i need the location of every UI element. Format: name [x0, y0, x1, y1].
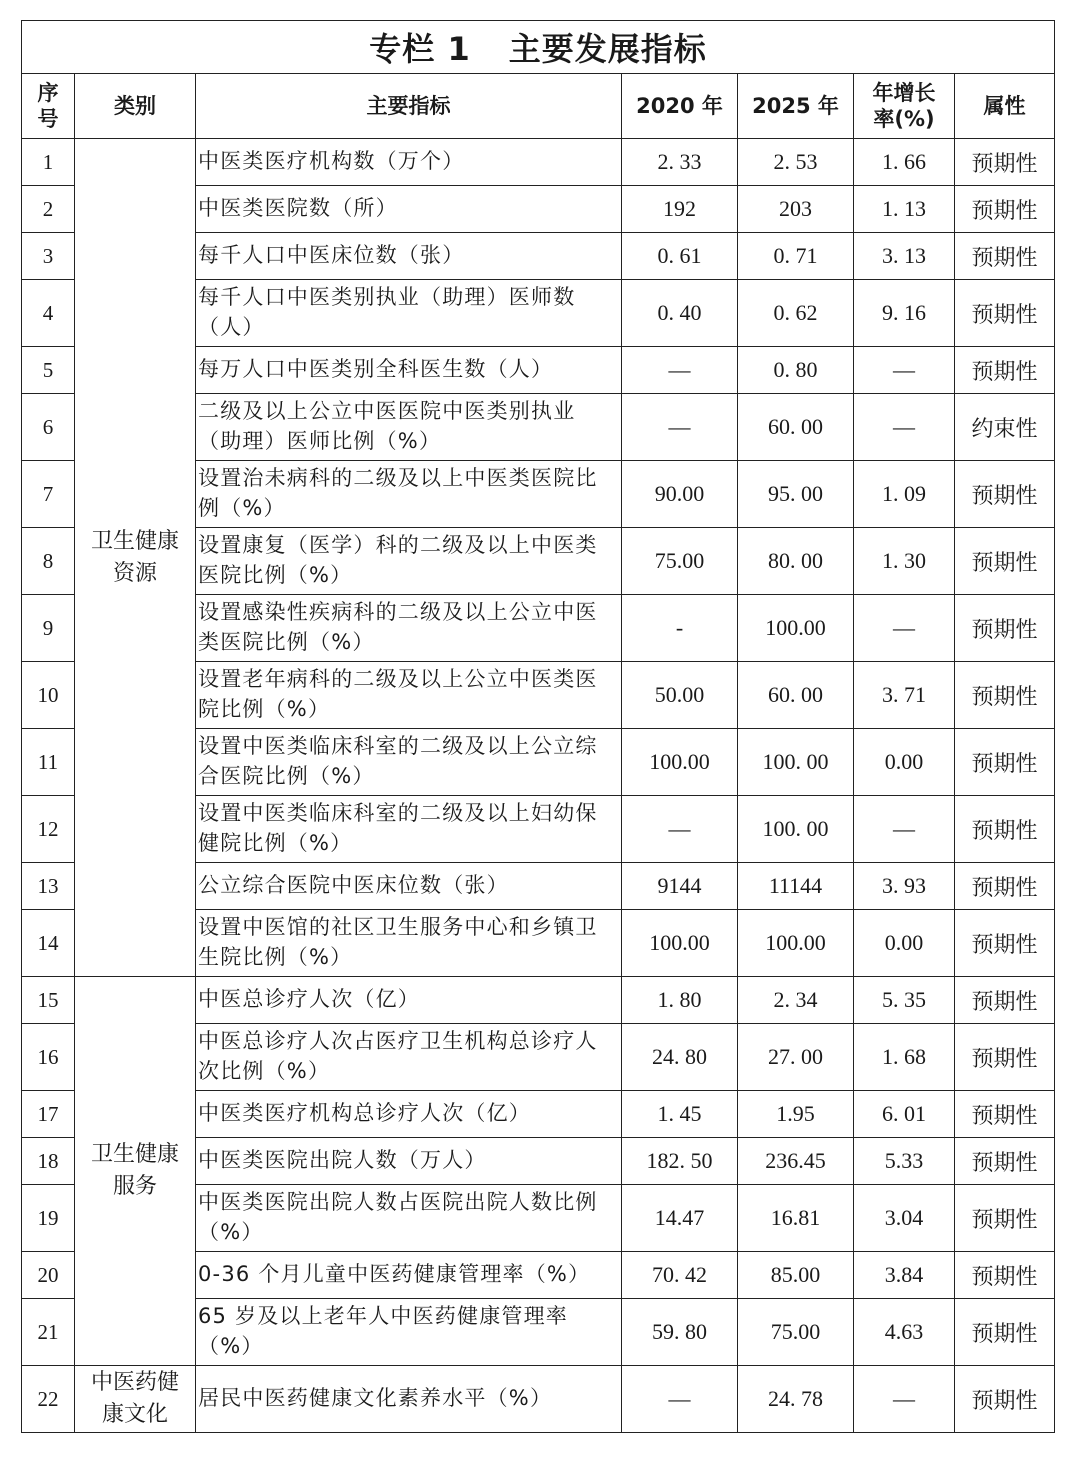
row-indicator: 居民中医药健康文化素养水平（%） — [196, 1366, 622, 1433]
row-no: 17 — [22, 1091, 75, 1138]
row-2020: 50.00 — [622, 662, 738, 729]
row-indicator: 设置老年病科的二级及以上公立中医类医院比例（%） — [196, 662, 622, 729]
row-no: 8 — [22, 528, 75, 595]
row-growth: 1. 66 — [854, 139, 955, 186]
row-attribute: 预期性 — [955, 1091, 1055, 1138]
header-no: 序号 — [22, 74, 75, 139]
row-no: 1 — [22, 139, 75, 186]
row-growth: — — [854, 394, 955, 461]
category-culture: 中医药健康文化 — [75, 1366, 196, 1433]
row-growth: 3.84 — [854, 1252, 955, 1299]
row-2020: 90.00 — [622, 461, 738, 528]
row-attribute: 预期性 — [955, 186, 1055, 233]
header-category: 类别 — [75, 74, 196, 139]
row-growth: 3. 71 — [854, 662, 955, 729]
row-2020: 0. 61 — [622, 233, 738, 280]
row-2020: 75.00 — [622, 528, 738, 595]
row-2020: 192 — [622, 186, 738, 233]
row-2020: 100.00 — [622, 910, 738, 977]
row-no: 4 — [22, 280, 75, 347]
header-growth: 年增长率(%) — [854, 74, 955, 139]
row-indicator: 设置中医类临床科室的二级及以上公立综合医院比例（%） — [196, 729, 622, 796]
table-title — [22, 21, 1055, 74]
row-growth: 9. 16 — [854, 280, 955, 347]
row-attribute: 预期性 — [955, 347, 1055, 394]
row-2025: 2. 53 — [738, 139, 854, 186]
row-indicator: 设置治未病科的二级及以上中医类医院比例（%） — [196, 461, 622, 528]
row-2025: 85.00 — [738, 1252, 854, 1299]
indicator-table-panel — [21, 20, 1054, 1433]
row-indicator: 中医类医疗机构数（万个） — [196, 139, 622, 186]
header-2025: 2025 年 — [738, 74, 854, 139]
table-row — [22, 977, 1055, 1024]
row-growth: 6. 01 — [854, 1091, 955, 1138]
row-2025: 0. 80 — [738, 347, 854, 394]
row-indicator: 二级及以上公立中医医院中医类别执业（助理）医师比例（%） — [196, 394, 622, 461]
row-2025: 100. 00 — [738, 729, 854, 796]
row-indicator: 中医总诊疗人次（亿） — [196, 977, 622, 1024]
row-2025: 236.45 — [738, 1138, 854, 1185]
header-attribute: 属性 — [955, 74, 1055, 139]
row-attribute: 预期性 — [955, 910, 1055, 977]
row-2025: 27. 00 — [738, 1024, 854, 1091]
row-2020: 59. 80 — [622, 1299, 738, 1366]
row-growth: — — [854, 595, 955, 662]
header-2020: 2020 年 — [622, 74, 738, 139]
row-growth: 1. 13 — [854, 186, 955, 233]
title-main: 主要发展指标 — [508, 30, 707, 68]
row-no: 10 — [22, 662, 75, 729]
row-2025: 80. 00 — [738, 528, 854, 595]
row-2020: — — [622, 1366, 738, 1433]
row-attribute: 预期性 — [955, 139, 1055, 186]
row-no: 13 — [22, 863, 75, 910]
row-growth: 1. 30 — [854, 528, 955, 595]
row-2025: 11144 — [738, 863, 854, 910]
row-indicator: 设置康复（医学）科的二级及以上中医类医院比例（%） — [196, 528, 622, 595]
row-2025: 100. 00 — [738, 796, 854, 863]
row-2025: 16.81 — [738, 1185, 854, 1252]
row-2020: 0. 40 — [622, 280, 738, 347]
row-2020: 2. 33 — [622, 139, 738, 186]
header-indicator: 主要指标 — [196, 74, 622, 139]
row-no: 2 — [22, 186, 75, 233]
row-no: 18 — [22, 1138, 75, 1185]
row-growth: 5.33 — [854, 1138, 955, 1185]
row-2020: 14.47 — [622, 1185, 738, 1252]
row-indicator: 每千人口中医床位数（张） — [196, 233, 622, 280]
row-growth: 1. 09 — [854, 461, 955, 528]
row-growth: 1. 68 — [854, 1024, 955, 1091]
row-2020: 100.00 — [622, 729, 738, 796]
row-2025: 2. 34 — [738, 977, 854, 1024]
row-attribute: 预期性 — [955, 1024, 1055, 1091]
row-growth: 3.04 — [854, 1185, 955, 1252]
row-indicator: 中医类医疗机构总诊疗人次（亿） — [196, 1091, 622, 1138]
row-growth: — — [854, 347, 955, 394]
row-no: 6 — [22, 394, 75, 461]
row-indicator: 中医类医院出院人数占医院出院人数比例（%） — [196, 1185, 622, 1252]
row-attribute: 预期性 — [955, 280, 1055, 347]
row-no: 22 — [22, 1366, 75, 1433]
row-no: 5 — [22, 347, 75, 394]
row-indicator: 设置中医类临床科室的二级及以上妇幼保健院比例（%） — [196, 796, 622, 863]
header-row — [22, 74, 1055, 139]
row-2020: 182. 50 — [622, 1138, 738, 1185]
row-2020: 9144 — [622, 863, 738, 910]
row-indicator: 65 岁及以上老年人中医药健康管理率（%） — [196, 1299, 622, 1366]
row-no: 19 — [22, 1185, 75, 1252]
row-no: 20 — [22, 1252, 75, 1299]
row-2025: 95. 00 — [738, 461, 854, 528]
row-no: 11 — [22, 729, 75, 796]
row-attribute: 预期性 — [955, 233, 1055, 280]
row-2025: 100.00 — [738, 595, 854, 662]
row-attribute: 预期性 — [955, 662, 1055, 729]
row-2020: 1. 80 — [622, 977, 738, 1024]
row-2025: 1.95 — [738, 1091, 854, 1138]
row-2025: 60. 00 — [738, 662, 854, 729]
row-indicator: 每万人口中医类别全科医生数（人） — [196, 347, 622, 394]
row-indicator: 设置中医馆的社区卫生服务中心和乡镇卫生院比例（%） — [196, 910, 622, 977]
row-2020: - — [622, 595, 738, 662]
row-indicator: 中医总诊疗人次占医疗卫生机构总诊疗人次比例（%） — [196, 1024, 622, 1091]
row-2020: 1. 45 — [622, 1091, 738, 1138]
row-2020: 70. 42 — [622, 1252, 738, 1299]
row-indicator: 0-36 个月儿童中医药健康管理率（%） — [196, 1252, 622, 1299]
row-attribute: 约束性 — [955, 394, 1055, 461]
row-2025: 0. 71 — [738, 233, 854, 280]
row-2020: — — [622, 796, 738, 863]
row-attribute: 预期性 — [955, 1252, 1055, 1299]
row-no: 16 — [22, 1024, 75, 1091]
row-no: 12 — [22, 796, 75, 863]
row-2025: 100.00 — [738, 910, 854, 977]
row-attribute: 预期性 — [955, 461, 1055, 528]
category-services: 卫生健康服务 — [75, 977, 196, 1366]
row-growth: — — [854, 1366, 955, 1433]
row-attribute: 预期性 — [955, 1138, 1055, 1185]
row-no: 14 — [22, 910, 75, 977]
row-attribute: 预期性 — [955, 729, 1055, 796]
row-2025: 75.00 — [738, 1299, 854, 1366]
row-growth: 4.63 — [854, 1299, 955, 1366]
row-2020: — — [622, 347, 738, 394]
row-indicator: 中医类医院出院人数（万人） — [196, 1138, 622, 1185]
row-attribute: 预期性 — [955, 595, 1055, 662]
row-no: 3 — [22, 233, 75, 280]
row-2025: 203 — [738, 186, 854, 233]
row-growth: 3. 93 — [854, 863, 955, 910]
row-growth: 0.00 — [854, 910, 955, 977]
row-2020: 24. 80 — [622, 1024, 738, 1091]
row-2025: 24. 78 — [738, 1366, 854, 1433]
row-attribute: 预期性 — [955, 1185, 1055, 1252]
table-row — [22, 1366, 1055, 1433]
title-prefix: 专栏 1 — [369, 30, 471, 68]
row-indicator: 每千人口中医类别执业（助理）医师数（人） — [196, 280, 622, 347]
row-indicator: 中医类医院数（所） — [196, 186, 622, 233]
row-2020: — — [622, 394, 738, 461]
row-indicator: 设置感染性疾病科的二级及以上公立中医类医院比例（%） — [196, 595, 622, 662]
row-growth: 0.00 — [854, 729, 955, 796]
row-indicator: 公立综合医院中医床位数（张） — [196, 863, 622, 910]
row-attribute: 预期性 — [955, 528, 1055, 595]
main-indicators-table — [21, 20, 1055, 1433]
category-resources: 卫生健康资源 — [75, 139, 196, 977]
row-no: 7 — [22, 461, 75, 528]
row-attribute: 预期性 — [955, 863, 1055, 910]
row-attribute: 预期性 — [955, 796, 1055, 863]
row-growth: 5. 35 — [854, 977, 955, 1024]
row-no: 9 — [22, 595, 75, 662]
row-no: 15 — [22, 977, 75, 1024]
row-attribute: 预期性 — [955, 1299, 1055, 1366]
row-attribute: 预期性 — [955, 977, 1055, 1024]
row-growth: 3. 13 — [854, 233, 955, 280]
row-no: 21 — [22, 1299, 75, 1366]
row-2025: 0. 62 — [738, 280, 854, 347]
row-growth: — — [854, 796, 955, 863]
row-attribute: 预期性 — [955, 1366, 1055, 1433]
table-row — [22, 139, 1055, 186]
row-2025: 60. 00 — [738, 394, 854, 461]
